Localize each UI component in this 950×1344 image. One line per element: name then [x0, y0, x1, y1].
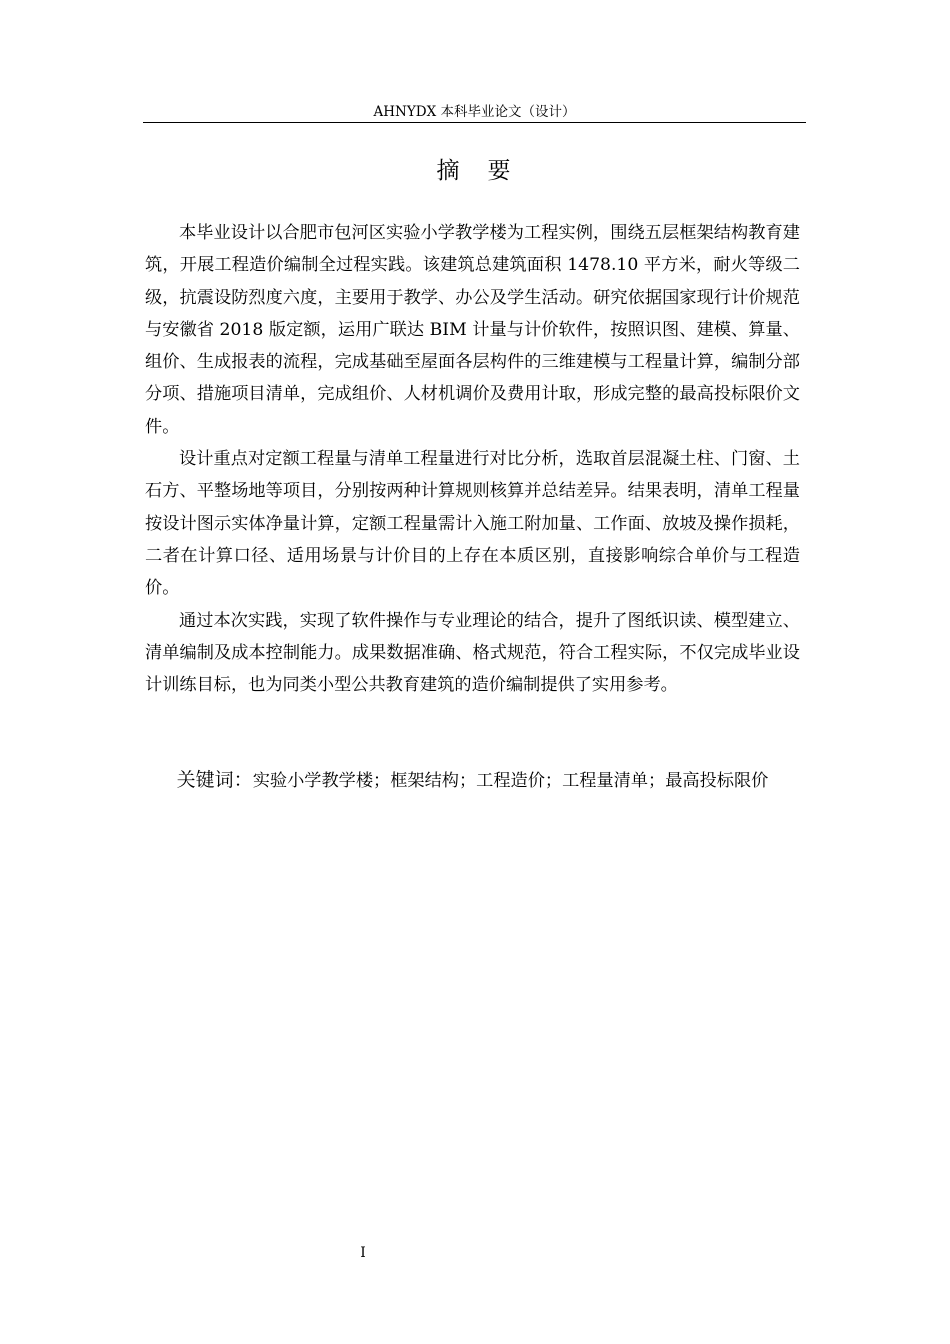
- abstract-title: [143, 154, 806, 188]
- abstract-paragraph-2: 设计重点对定额工程量与清单工程量进行对比分析，选取首层混凝土柱、门窗、土石方、平整场地等项目，分别按两种计算规则核算并总结差异。结果表明，清单工程量按设计图示实体净量计算，定额工程量需计入施工附加量、工作面、放坡及操作损耗，二者在计算口径、适用场景与计价目的上存在本质区别，直接影响综合单价与工程造价。: [145, 449, 800, 599]
- header-rule: [143, 122, 806, 123]
- abstract-paragraph-1: 本毕业设计以合肥市包河区实验小学教学楼为工程实例，围绕五层框架结构教育建筑，开展工程造价编制全过程实践。该建筑总建筑面积 1478.10 平方米，耐火等级二级，抗震设防烈度六度，主要用于教学、办公及学生活动。研究依据国家现行计价规范与安徽省 2018 版定额，运用广联达 BIM 计量与计价软件，按照识图、建模、算量、组价、生成报表的流程，完成基础至屋面各层构件的三维建模与工程量计算，编制分部分项、措施项目清单，完成组价、人材机调价及费用计取，形成完整的最高投标限价文件。: [145, 223, 800, 437]
- keywords-text: 实验小学教学楼；框架结构；工程造价；工程量清单；最高投标限价: [252, 771, 769, 791]
- keywords-label: 关键词：: [176, 769, 253, 791]
- keywords: [145, 765, 800, 796]
- title-char-1: 摘: [436, 158, 462, 184]
- abstract-paragraph-3: 通过本次实践，实现了软件操作与专业理论的结合，提升了图纸识读、模型建立、清单编制及成本控制能力。成果数据准确、格式规范，符合工程实际，不仅完成毕业设计训练目标，也为同类小型公共教育建筑的造价编制提供了实用参考。: [145, 610, 800, 696]
- page-number: I: [360, 1245, 366, 1261]
- title-char-2: 要: [487, 158, 513, 184]
- running-header: AHNYDX 本科毕业论文（设计）: [373, 104, 576, 120]
- abstract-body: [145, 217, 800, 701]
